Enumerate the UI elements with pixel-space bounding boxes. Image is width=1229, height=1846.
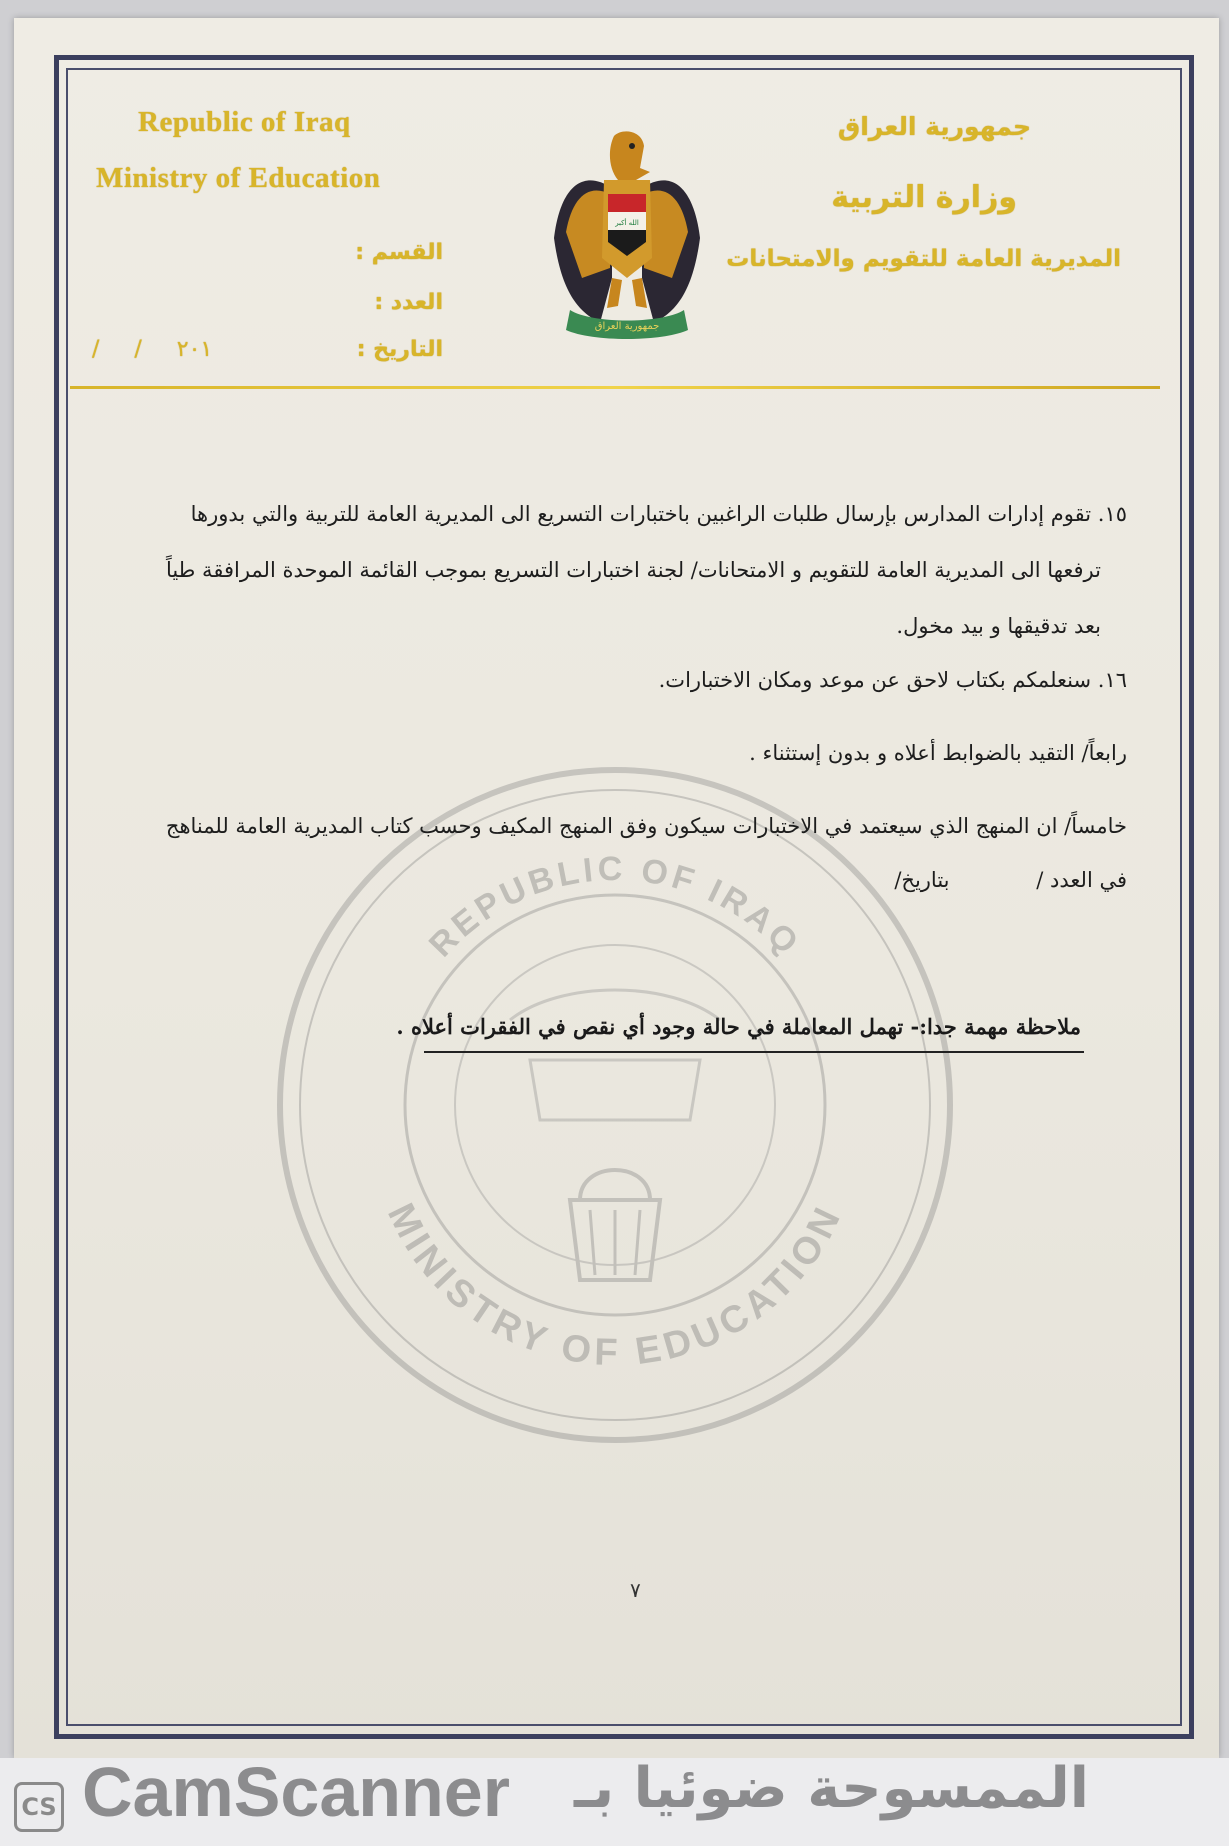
header-ar-country: جمهورية العراق [837, 112, 1031, 141]
camscanner-logo-icon: CS [14, 1782, 64, 1832]
section-fifth-line-1: خامساً/ ان المنهج الذي سيعتمد في الاختبارات سيكون وفق المنهج المكيف وحسب كتاب المديرية العامة للمناهج [165, 814, 1127, 838]
header-en-country: Republic of Iraq [138, 106, 351, 138]
svg-text:الله أكبر: الله أكبر [615, 219, 639, 227]
important-note: ملاحظة مهمة جدا:- تهمل المعاملة في حالة وجود أي نقص في الفقرات أعلاه . [396, 1014, 1081, 1039]
page-number: ٧ [630, 1578, 641, 1602]
paragraph-15-line-1: ١٥. تقوم إدارات المدارس بإرسال طلبات الراغبين باختبارات التسريع الى المديرية العامة للتربية والتي بدورها [190, 502, 1127, 526]
seal-bottom-text: MINISTRY OF EDUCATION [379, 1197, 851, 1375]
iraq-eagle-emblem-icon [552, 128, 702, 343]
header-ar-directorate: المديرية العامة للتقويم والامتحانات [726, 246, 1121, 272]
header-en-ministry: Ministry of Education [96, 162, 381, 194]
paragraph-16: ١٦. سنعلمكم بكتاب لاحق عن موعد ومكان الاختبارات. [658, 668, 1127, 692]
ministry-seal-icon [270, 760, 960, 1450]
svg-text:REPUBLIC OF IRAQ [422, 850, 808, 964]
emblem-scroll-text: جمهورية العراق [594, 321, 660, 332]
header-number-label: العدد : [374, 290, 443, 315]
section-fifth-line-2: في العدد / بتاريخ/ [894, 868, 1127, 892]
note-underline [424, 1051, 1084, 1053]
section-fourth: رابعاً/ التقيد بالضوابط أعلاه و بدون إستثناء . [749, 741, 1127, 765]
paragraph-15-line-3: بعد تدقيقها و بيد مخول. [896, 614, 1101, 638]
header-ar-ministry: وزارة التربية [831, 180, 1017, 215]
paragraph-15-line-2: ترفعها الى المديرية العامة للتقويم و الامتحانات/ لجنة اختبارات التسريع بموجب القائمة الموحدة المرافقة طياً [165, 558, 1101, 582]
header-section-label: القسم : [355, 240, 443, 265]
seal-top-text: REPUBLIC OF IRAQ [421, 849, 809, 965]
camscanner-arabic-caption: الممسوحة ضوئيا بـ [573, 1756, 1089, 1821]
camscanner-brand: CamScanner [82, 1753, 510, 1831]
header-divider [70, 386, 1160, 389]
header-date-value: / / ٢٠١ [92, 337, 213, 362]
header-date-label: التاريخ : [356, 337, 443, 362]
